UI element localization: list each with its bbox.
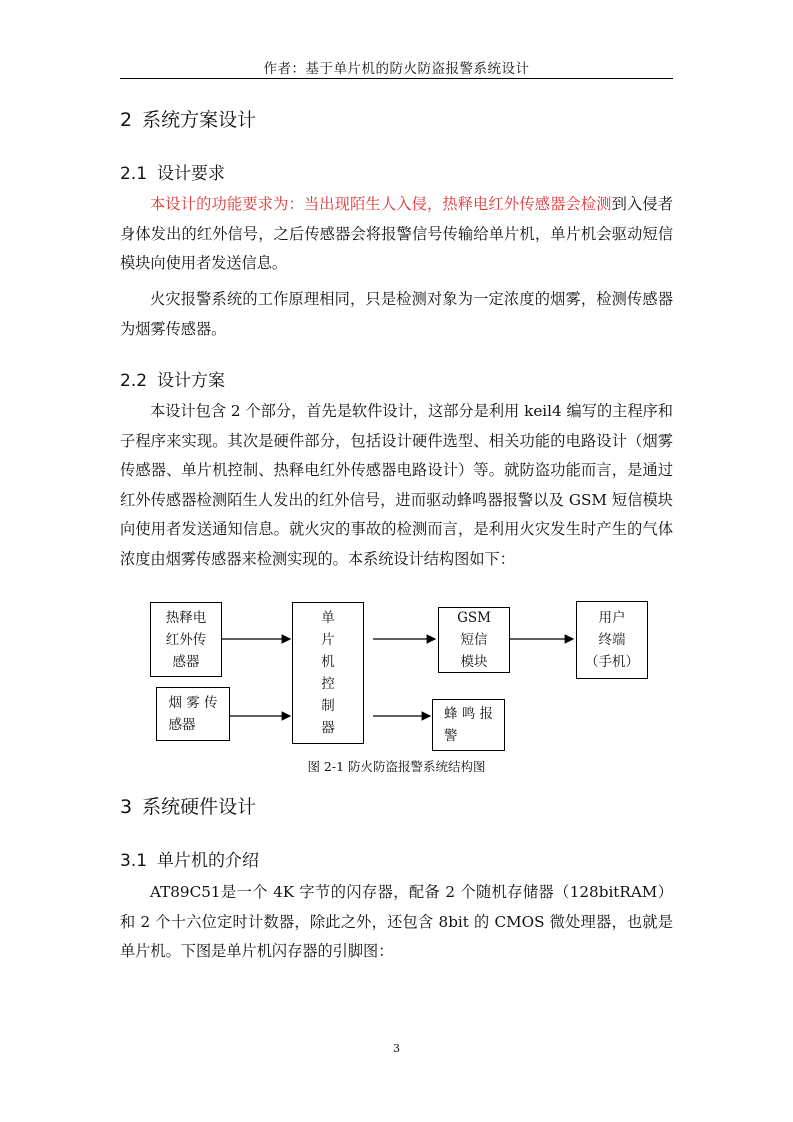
section-2-heading <box>120 105 256 132</box>
paragraph-mcu-intro: AT89C51是一个 4K 字节的闪存器，配备 2 个随机存储器（128bitRAM）和 2 个十六位定时计数器，除此之外，还包含 8bit 的 CMOS 微处理器，也就是单片机。下图是单片机闪存器的引脚图： <box>120 883 673 960</box>
box-line: 感器 <box>168 717 196 733</box>
page-number: 3 <box>393 1042 400 1055</box>
box-line: 警 <box>443 728 458 744</box>
box-line: 器 <box>321 720 335 736</box>
highlighted-text: 本设计的功能要求为：当出现陌生人入侵，热释电红外传感器会检测 <box>150 195 612 213</box>
section-title: 设计方案 <box>157 371 226 391</box>
smoke-sensor-box <box>156 687 230 741</box>
box-line: 终端 <box>598 632 626 648</box>
paragraph-fire-alarm: 火灾报警系统的工作原理相同，只是检测对象为一定浓度的烟雾，检测传感器为烟雾传感器。 <box>120 290 673 338</box>
section-number: 2 <box>120 109 133 131</box>
system-structure-diagram <box>120 595 673 775</box>
box-line: 单 <box>321 610 335 626</box>
section-title: 单片机的介绍 <box>157 851 260 871</box>
paragraph-text: 到入侵者身体发出的红外信号，之后传感器会将报警信号传输给单片机，单片机会驱动短信模块向使用者发送信息。 <box>120 195 674 272</box>
box-line: 红外传 <box>165 631 207 648</box>
box-line: 热释电 <box>165 609 207 626</box>
user-terminal-box <box>576 601 648 679</box>
section-number: 2.1 <box>120 164 148 184</box>
box-line: 片 <box>321 632 335 648</box>
section-title: 设计要求 <box>157 164 226 184</box>
box-line: （手机） <box>585 654 639 670</box>
box-line: 蜂 鸣 报 <box>443 706 494 722</box>
section-3-1-heading <box>120 846 259 871</box>
section-2-2-heading <box>120 366 225 391</box>
page-header: 作者：基于单片机的防火防盗报警系统设计 <box>263 61 530 77</box>
header-rule <box>120 78 673 79</box>
pir-sensor-box <box>150 602 222 677</box>
section-3-heading <box>120 792 256 819</box>
box-line: 用户 <box>598 610 626 626</box>
gsm-module-box <box>438 607 510 673</box>
box-line: 机 <box>321 654 335 670</box>
box-line: 控 <box>321 676 335 692</box>
paragraph-design-scheme: 本设计包含 2 个部分，首先是软件设计，这部分是利用 keil4 编写的主程序和子程序来实现。其次是硬件部分，包括设计硬件选型、相关功能的电路设计（烟雾传感器、单片机控制、热释电红外传感器电路设计）等。就防盗功能而言，是通过红外传感器检测陌生人发出的红外信号，进而驱动蜂鸣器报警以及 GSM 短信模块向使用者发送通知信息。就火灾的事故的检测而言，是利用火灾发生时产生的气体浓度由烟雾传感器来检测实现的。本系统设计结构图如下： <box>120 402 673 568</box>
box-line: GSM <box>457 610 491 626</box>
section-number: 3.1 <box>120 851 148 871</box>
box-line: 制 <box>321 698 335 714</box>
section-title: 系统硬件设计 <box>142 796 257 818</box>
box-line: 烟 雾 传 <box>168 695 218 711</box>
section-number: 2.2 <box>120 371 148 391</box>
box-line: 短信 <box>460 632 488 648</box>
box-line: 感器 <box>172 653 200 670</box>
mcu-controller-box <box>292 602 364 744</box>
section-title: 系统方案设计 <box>142 109 257 131</box>
section-number: 3 <box>120 796 133 818</box>
section-2-1-heading <box>120 159 225 184</box>
buzzer-alarm-box <box>432 699 505 751</box>
box-line: 模块 <box>460 654 488 670</box>
paragraph-requirements <box>120 190 673 279</box>
figure-caption: 图 2-1 防火防盗报警系统结构图 <box>307 759 486 774</box>
